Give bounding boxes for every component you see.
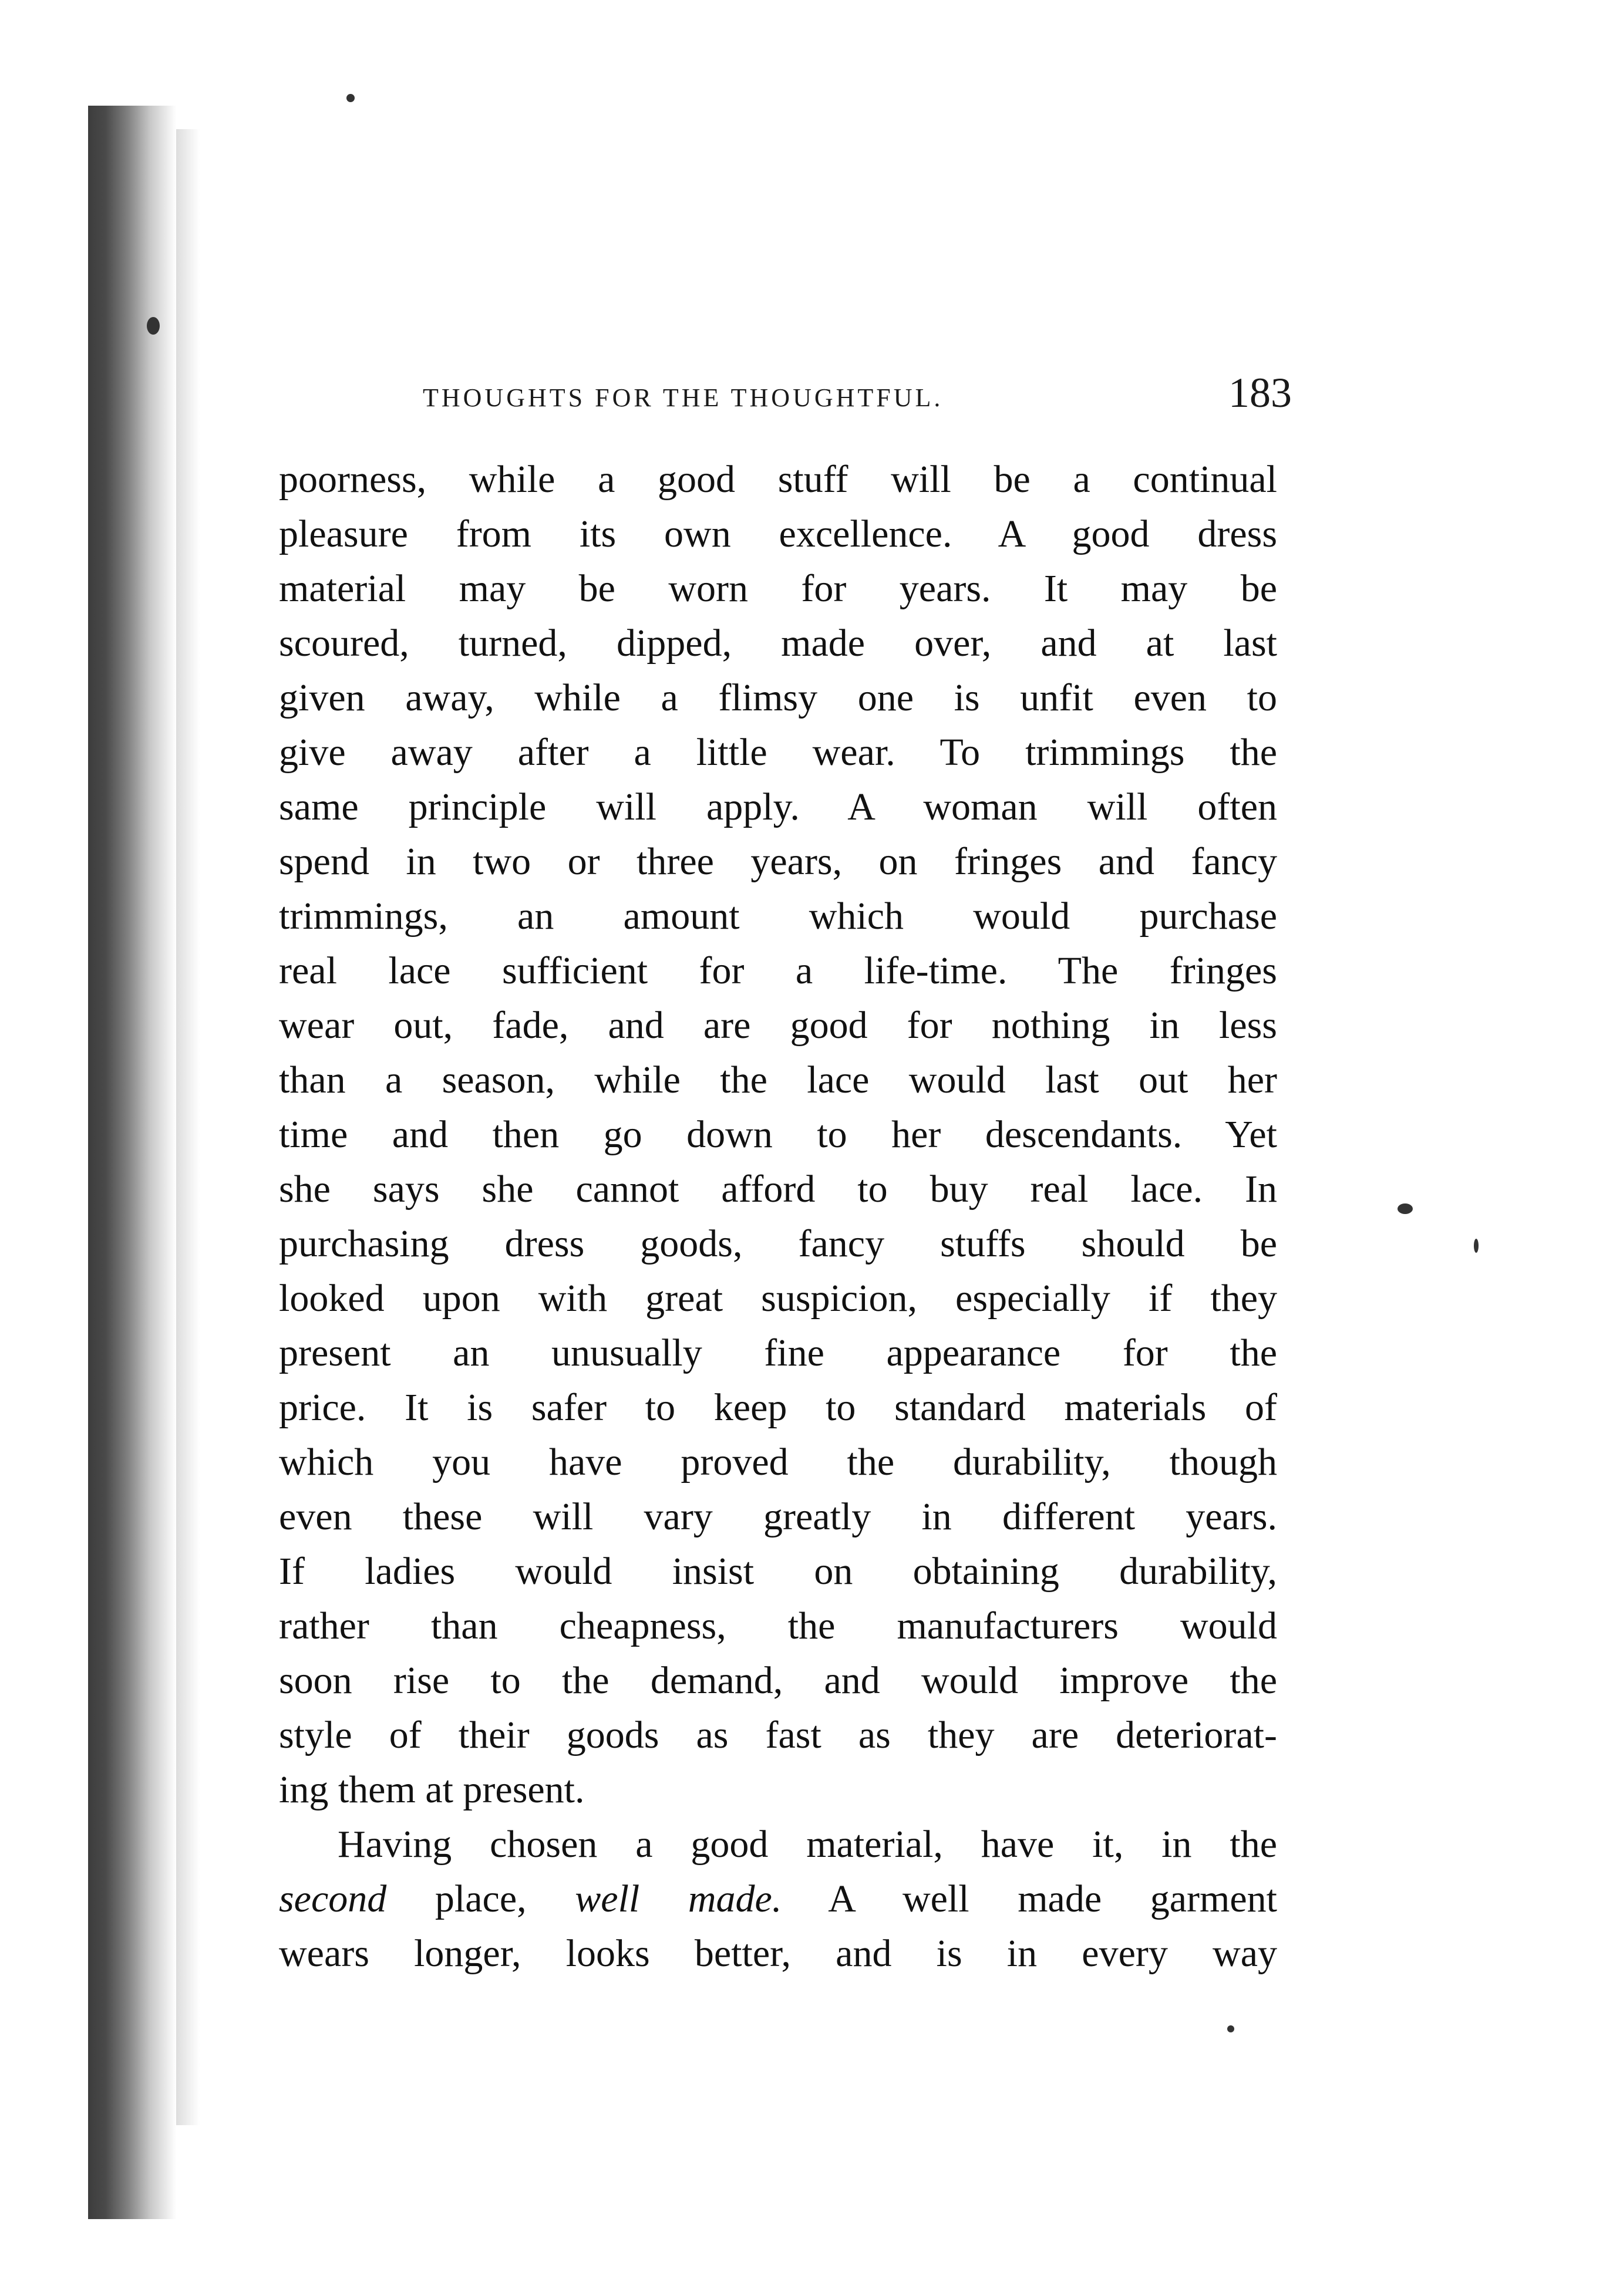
page-gutter-fade [176,129,200,2125]
scan-speck [147,317,160,335]
running-head: THOUGHTS FOR THE THOUGHTFUL. [423,383,944,412]
text-line: price. It is safer to keep to standard materials of [279,1386,1277,1429]
page-header [423,369,1292,427]
text-line: wears longer, looks better, and is in every way [279,1932,1277,1975]
scan-speck [1227,2025,1234,2032]
text-line: wear out, fade, and are good for nothing in less [279,1004,1277,1047]
text-line: even these will vary greatly in different years. [279,1495,1277,1538]
body-text [279,452,1277,1981]
scan-speck [1398,1203,1413,1214]
page-number: 183 [1228,369,1292,416]
text-line: which you have proved the durability, though [279,1441,1277,1484]
text-line: scoured, turned, dipped, made over, and at last [279,622,1277,665]
text-line: than a season, while the lace would last out her [279,1058,1277,1101]
text-line-paragraph-end: ing them at present. [279,1768,585,1811]
text-line: material may be worn for years. It may be [279,567,1277,610]
scan-speck [1474,1239,1479,1253]
text-line: she says she cannot afford to buy real lace. In [279,1168,1277,1211]
text-line: same principle will apply. A woman will often [279,785,1277,828]
text-line: rather than cheapness, the manufacturers would [279,1604,1277,1647]
italic-word-second: second [279,1877,387,1920]
text-line: give away after a little wear. To trimmings the [279,731,1277,774]
scan-speck [346,94,355,102]
text-line-paragraph-start: Having chosen a good material, have it, in the [338,1823,1277,1866]
italic-phrase-well-made: well made. [575,1877,782,1920]
text-line: time and then go down to her descendants. Yet [279,1113,1277,1156]
text-line: real lace sufficient for a life-time. The fringes [279,949,1277,992]
text-segment: A well made garment [782,1877,1277,1920]
text-line: trimmings, an amount which would purchase [279,895,1277,938]
text-line: purchasing dress goods, fancy stuffs should be [279,1222,1277,1265]
page-gutter-shadow [88,106,176,2219]
text-line-with-italics [279,1872,1277,1926]
text-line: soon rise to the demand, and would improve the [279,1659,1277,1702]
text-line: If ladies would insist on obtaining durability, [279,1550,1277,1593]
text-segment: place, [386,1877,575,1920]
text-line: pleasure from its own excellence. A good dress [279,513,1277,555]
text-line: given away, while a flimsy one is unfit even to [279,676,1277,719]
text-line: style of their goods as fast as they are deteriorat- [279,1714,1277,1756]
text-line: looked upon with great suspicion, especially if they [279,1277,1277,1320]
text-line: spend in two or three years, on fringes and fancy [279,840,1277,883]
text-line: poorness, while a good stuff will be a continual [279,458,1277,501]
text-line: present an unusually fine appearance for the [279,1331,1277,1374]
